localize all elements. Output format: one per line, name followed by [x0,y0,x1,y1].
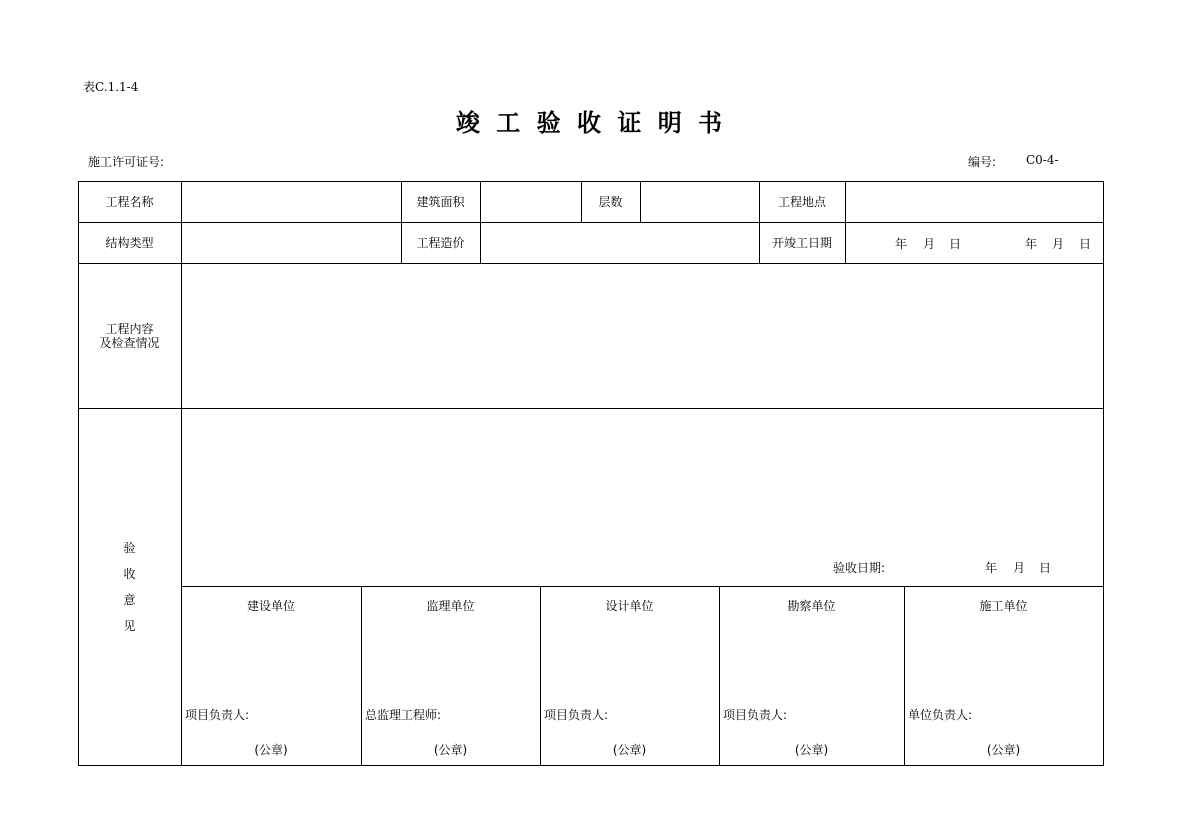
unit-seal-label: (公章) [612,743,647,757]
structure-type-label: 结构类型 [105,236,154,250]
start-month-unit: 月 [923,237,936,251]
unit-person-label: 单位负责人: [908,708,973,722]
acceptance-certificate-table [78,181,1104,766]
floors-label: 层数 [598,195,623,209]
content-label-line1: 工程内容 [105,321,154,336]
acceptance-label-char: 验 [123,541,136,555]
acceptance-label-char: 收 [123,567,136,581]
project-cost-field[interactable] [480,222,759,263]
unit-name: 施工单位 [979,599,1028,613]
project-name-label: 工程名称 [105,195,154,209]
table-border-right [1103,181,1104,766]
structure-type-field[interactable] [181,222,401,263]
acceptance-opinion-field[interactable] [181,408,1103,586]
start-day-unit: 日 [949,237,962,251]
unit-seal-label: (公章) [986,743,1021,757]
page-title: 竣 工 验 收 证 明 书 [455,109,727,137]
acceptance-date-label: 验收日期: [833,561,886,575]
unit-cell-supervision[interactable] [361,586,540,765]
unit-cell-design[interactable] [540,586,719,765]
end-day-unit: 日 [1079,237,1092,251]
unit-seal-label: (公章) [433,743,468,757]
start-end-date-field[interactable] [845,222,1103,263]
unit-person-label: 总监理工程师: [365,708,442,722]
unit-person-label: 项目负责人: [544,708,609,722]
project-cost-label: 工程造价 [416,236,465,250]
end-year-unit: 年 [1025,237,1038,251]
start-year-unit: 年 [895,237,908,251]
end-month-unit: 月 [1052,237,1065,251]
unit-seal-label: (公章) [794,743,829,757]
unit-cell-construction-owner[interactable] [181,586,361,765]
acceptance-opinion-label [78,535,181,639]
form-code: 表C.1.1-4 [83,80,139,94]
start-end-date-label: 开竣工日期 [771,236,832,250]
unit-person-label: 项目负责人: [185,708,250,722]
acceptance-month-unit: 月 [1013,561,1026,575]
unit-name: 勘察单位 [787,599,836,613]
building-area-label: 建筑面积 [416,195,465,209]
acceptance-day-unit: 日 [1039,561,1052,575]
project-location-field[interactable] [845,181,1103,222]
unit-name: 监理单位 [426,599,475,613]
serial-number-value: C0-4- [1026,153,1059,167]
unit-name: 建设单位 [246,599,295,613]
serial-number-label: 编号: [968,155,997,169]
acceptance-label-char: 意 [123,593,136,607]
unit-name: 设计单位 [605,599,654,613]
project-name-field[interactable] [181,181,401,222]
unit-cell-survey[interactable] [719,586,904,765]
content-inspection-label [78,263,181,408]
floors-field[interactable] [640,181,759,222]
content-label-line2: 及检查情况 [99,335,160,350]
table-border-bottom [78,765,1104,766]
acceptance-label-char: 见 [123,619,136,633]
permit-number-label: 施工许可证号: [88,155,165,169]
content-inspection-field[interactable] [181,263,1103,408]
unit-person-label: 项目负责人: [723,708,788,722]
unit-seal-label: (公章) [254,743,288,757]
project-location-label: 工程地点 [777,195,826,209]
unit-cell-contractor[interactable] [904,586,1103,765]
acceptance-year-unit: 年 [985,561,998,575]
building-area-field[interactable] [480,181,581,222]
